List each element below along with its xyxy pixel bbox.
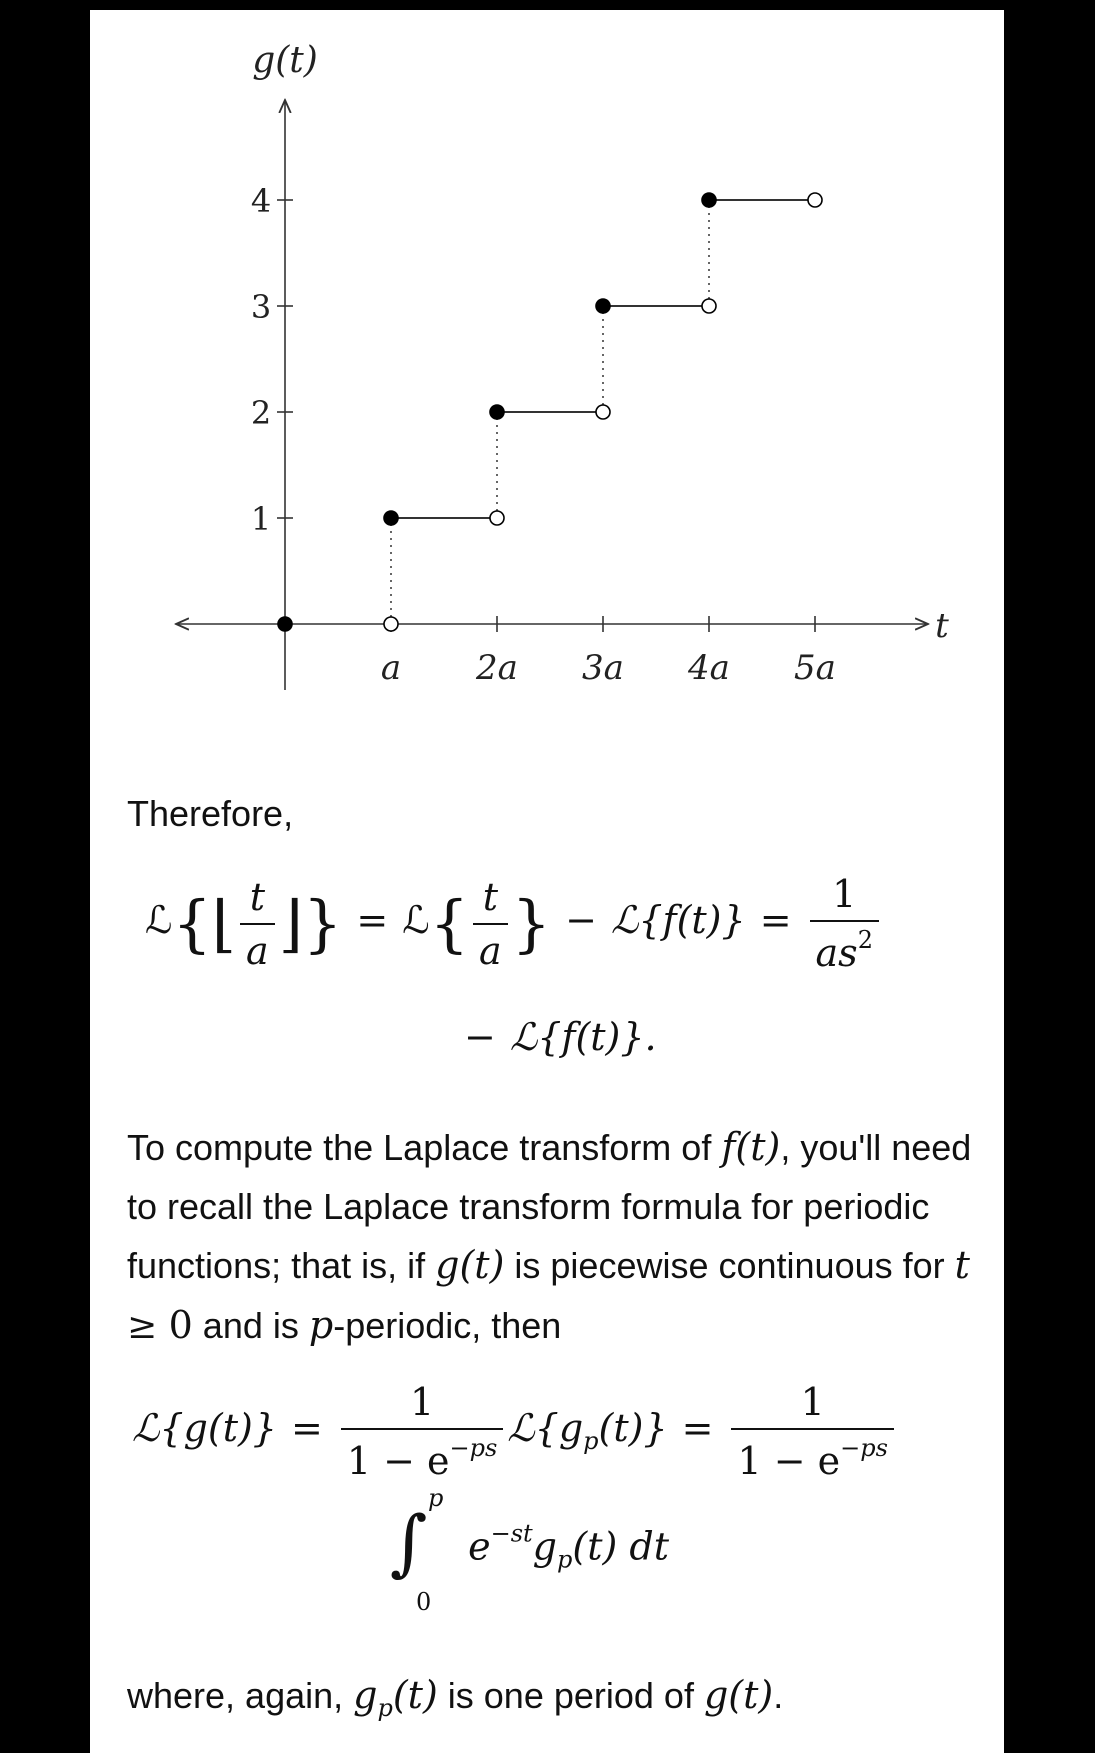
x-tick-label: 3a [582, 648, 624, 688]
closed-endpoint [490, 405, 504, 419]
closed-endpoint [702, 193, 716, 207]
open-endpoint [808, 193, 822, 207]
closed-endpoint [278, 617, 292, 631]
y-axis-label: g(t) [252, 40, 318, 81]
equation-2-line-2: ∫ p 0 $e^{-st}g_p(t)$ dt [390, 1484, 669, 1616]
x-tick-label: 5a [794, 648, 836, 688]
closed-endpoint [596, 299, 610, 313]
x-tick-label: a [380, 648, 402, 688]
y-tick-label: 1 [250, 500, 272, 538]
open-endpoint [490, 511, 504, 525]
open-endpoint [384, 617, 398, 631]
paragraph-period: where, again, $g_p(t)$ is one period of g(t). [127, 1673, 784, 1722]
equation-2-line-1: ℒ{g(t)} = $\frac{1}{1 - e^{-ps}}$ $ℒ\{g_p(t)\}$ = $\frac{1}{1 - e^{-ps}}$ [132, 1380, 898, 1483]
x-tick-label: 4a [688, 648, 730, 688]
integral-upper: p [428, 1484, 444, 1512]
open-endpoint [702, 299, 716, 313]
integral-sign: ∫ [390, 1500, 428, 1584]
therefore-text: Therefore, [127, 793, 294, 834]
x-tick-label: 2a [476, 648, 518, 688]
y-tick-label: 3 [250, 288, 272, 326]
equation-1-line-1: ℒ{⌊ $\frac{t}{a}$ ⌋} = ℒ{ $\frac{t}{a}$ } − ℒ{f(t)} = $\frac{1}{as^2}$ [145, 872, 883, 975]
y-tick-label: 4 [250, 182, 272, 220]
closed-endpoint [384, 511, 398, 525]
x-axis-label: t [935, 606, 949, 646]
equation-1-line-2: − ℒ{f(t)}. [464, 1015, 657, 1059]
page [90, 10, 1004, 1753]
open-endpoint [596, 405, 610, 419]
integral-lower: 0 [416, 1588, 432, 1616]
paragraph-periodic: To compute the Laplace transform of f(t), you'll need to recall the Laplace transform formula for periodic functions; that is, if g(t) is piecewise continuous for t ≥ 0 and is p-periodic, then [127, 1125, 972, 1347]
step-function-chart [90, 10, 1004, 690]
y-tick-label: 2 [250, 394, 272, 432]
